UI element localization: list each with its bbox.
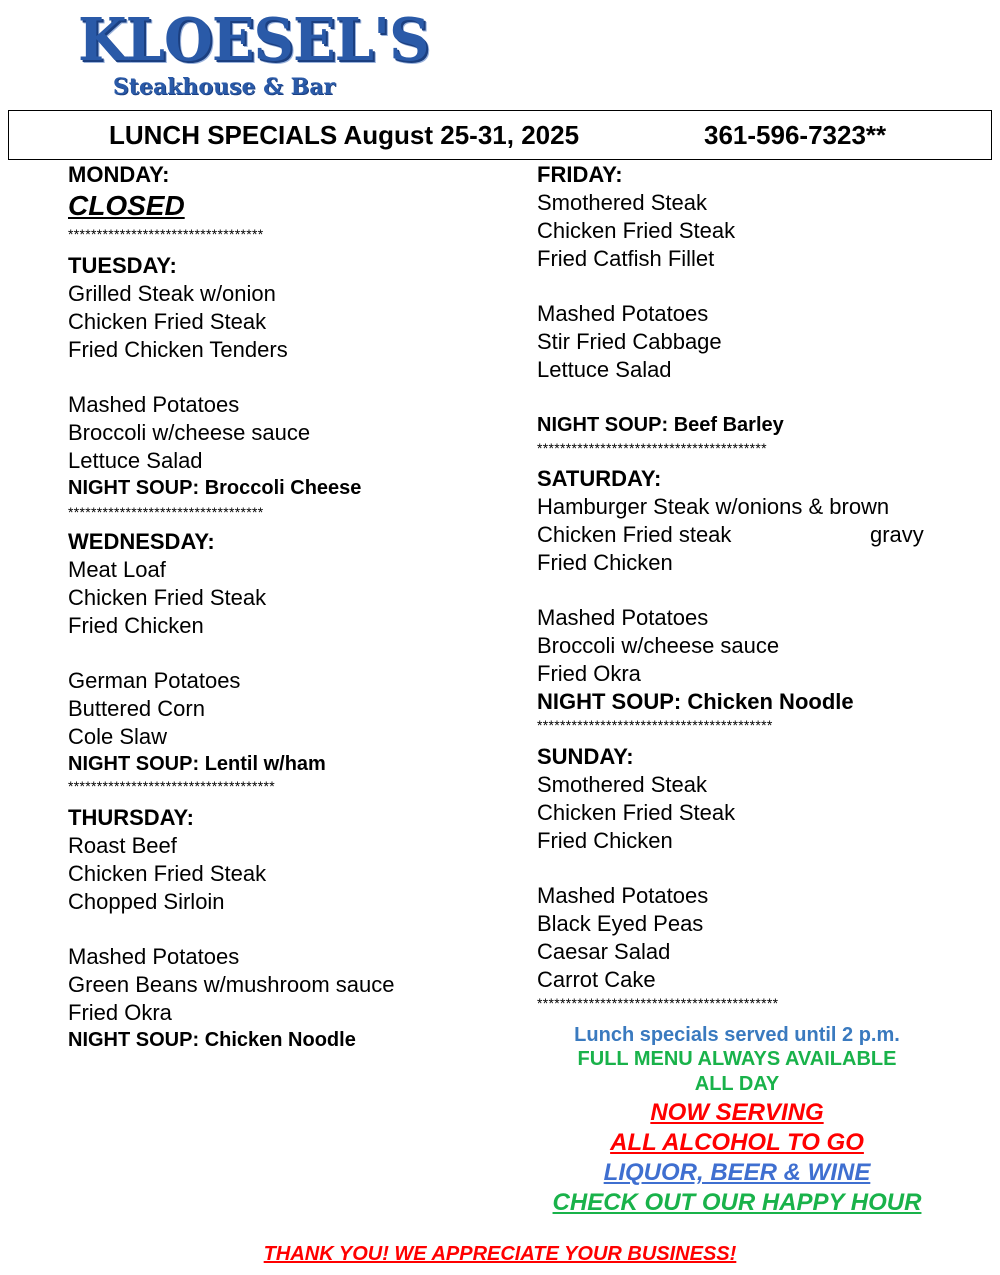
monday-closed-label: CLOSED [68, 190, 185, 221]
night-soup-name: Chicken Noodle [687, 689, 854, 714]
menu-item: Fried Catfish Fillet [537, 246, 715, 271]
logo-name: KLOESEL'S [78, 5, 429, 75]
side-item: Mashed Potatoes [68, 944, 240, 969]
night-soup-name: Broccoli Cheese [204, 477, 362, 499]
side-item: Buttered Corn [68, 696, 205, 721]
separator-stars: ****************************************** [537, 995, 779, 1011]
header-box [8, 110, 992, 160]
side-item: Carrot Cake [537, 967, 656, 992]
separator-stars: **************************************** [537, 440, 767, 456]
side-item: Cole Slaw [68, 724, 168, 749]
menu-item: Hamburger Steak w/onions & brown [537, 494, 890, 519]
all-day-note: ALL DAY [694, 1073, 780, 1095]
wednesday-heading: WEDNESDAY: [68, 529, 215, 554]
side-item: Broccoli w/cheese sauce [537, 633, 780, 658]
side-item: Fried Okra [537, 661, 641, 686]
liquor-beer-wine-banner: LIQUOR, BEER & WINE [603, 1159, 871, 1186]
night-soup [68, 475, 361, 501]
menu-item: Fried Chicken [68, 613, 204, 638]
separator-stars: ********************************** [68, 226, 264, 242]
side-item: Caesar Salad [537, 939, 671, 964]
menu-item: Smothered Steak [537, 772, 707, 797]
night-soup [537, 689, 854, 715]
restaurant-logo [78, 5, 429, 101]
phone-number: 361-596-7323** [704, 120, 887, 150]
side-item: Green Beans w/mushroom sauce [68, 972, 395, 997]
menu-item: Chicken Fried Steak [68, 585, 267, 610]
happy-hour-banner: CHECK OUT OUR HAPPY HOUR [552, 1189, 922, 1216]
sunday-heading: SUNDAY: [537, 744, 634, 769]
menu-item: Chicken Fried steak [537, 522, 732, 547]
menu-item: Chopped Sirloin [68, 889, 225, 914]
night-soup-label: NIGHT SOUP: [537, 689, 682, 714]
thursday-heading: THURSDAY: [68, 805, 194, 830]
friday-heading: FRIDAY: [537, 162, 623, 187]
menu-item: Fried Chicken [537, 828, 673, 853]
menu-item: Chicken Fried Steak [537, 218, 736, 243]
lunch-hours-note: Lunch specials served until 2 p.m. [574, 1024, 900, 1046]
night-soup-label: NIGHT SOUP: [68, 1029, 200, 1051]
tuesday-heading: TUESDAY: [68, 253, 177, 278]
menu-item: Fried Chicken Tenders [68, 337, 288, 362]
night-soup [68, 751, 326, 777]
menu-item: Meat Loaf [68, 557, 166, 582]
side-item: Mashed Potatoes [537, 301, 709, 326]
monday-heading: MONDAY: [68, 162, 170, 187]
night-soup-label: NIGHT SOUP: [68, 753, 200, 775]
night-soup-name: Beef Barley [673, 414, 784, 436]
night-soup [537, 412, 784, 438]
page-title: LUNCH SPECIALS August 25-31, 2025 [109, 120, 580, 150]
side-item: Fried Okra [68, 1000, 172, 1025]
side-item: Mashed Potatoes [537, 605, 709, 630]
thank-you-message: THANK YOU! WE APPRECIATE YOUR BUSINESS! [263, 1243, 737, 1265]
night-soup-name: Lentil w/ham [204, 753, 326, 775]
separator-stars: ***************************************** [537, 717, 773, 733]
side-item: German Potatoes [68, 668, 241, 693]
menu-item: Chicken Fried Steak [68, 861, 267, 886]
menu-item: Chicken Fried Steak [537, 800, 736, 825]
side-item: Broccoli w/cheese sauce [68, 420, 311, 445]
separator-stars: ************************************ [68, 778, 275, 794]
menu-item: Chicken Fried Steak [68, 309, 267, 334]
night-soup-name: Chicken Noodle [204, 1029, 356, 1051]
separator-stars: ********************************** [68, 504, 264, 520]
now-serving-banner: NOW SERVING [650, 1099, 824, 1126]
night-soup-label: NIGHT SOUP: [68, 477, 200, 499]
menu-item: Roast Beef [68, 833, 177, 858]
side-item: Mashed Potatoes [537, 883, 709, 908]
menu-item: Grilled Steak w/onion [68, 281, 276, 306]
alcohol-to-go-banner: ALL ALCOHOL TO GO [610, 1129, 864, 1156]
side-item: Mashed Potatoes [68, 392, 240, 417]
full-menu-note: FULL MENU ALWAYS AVAILABLE [577, 1048, 897, 1070]
side-item: Black Eyed Peas [537, 911, 704, 936]
side-item: Lettuce Salad [68, 448, 203, 473]
night-soup-label: NIGHT SOUP: [537, 414, 669, 436]
saturday-heading: SATURDAY: [537, 466, 662, 491]
menu-item: Smothered Steak [537, 190, 707, 215]
side-item: Stir Fried Cabbage [537, 329, 722, 354]
logo-subtitle: Steakhouse & Bar [112, 74, 336, 100]
menu-item: Fried Chicken [537, 550, 673, 575]
menu-item-continued: gravy [870, 522, 924, 547]
side-item: Lettuce Salad [537, 357, 672, 382]
night-soup [68, 1027, 356, 1053]
